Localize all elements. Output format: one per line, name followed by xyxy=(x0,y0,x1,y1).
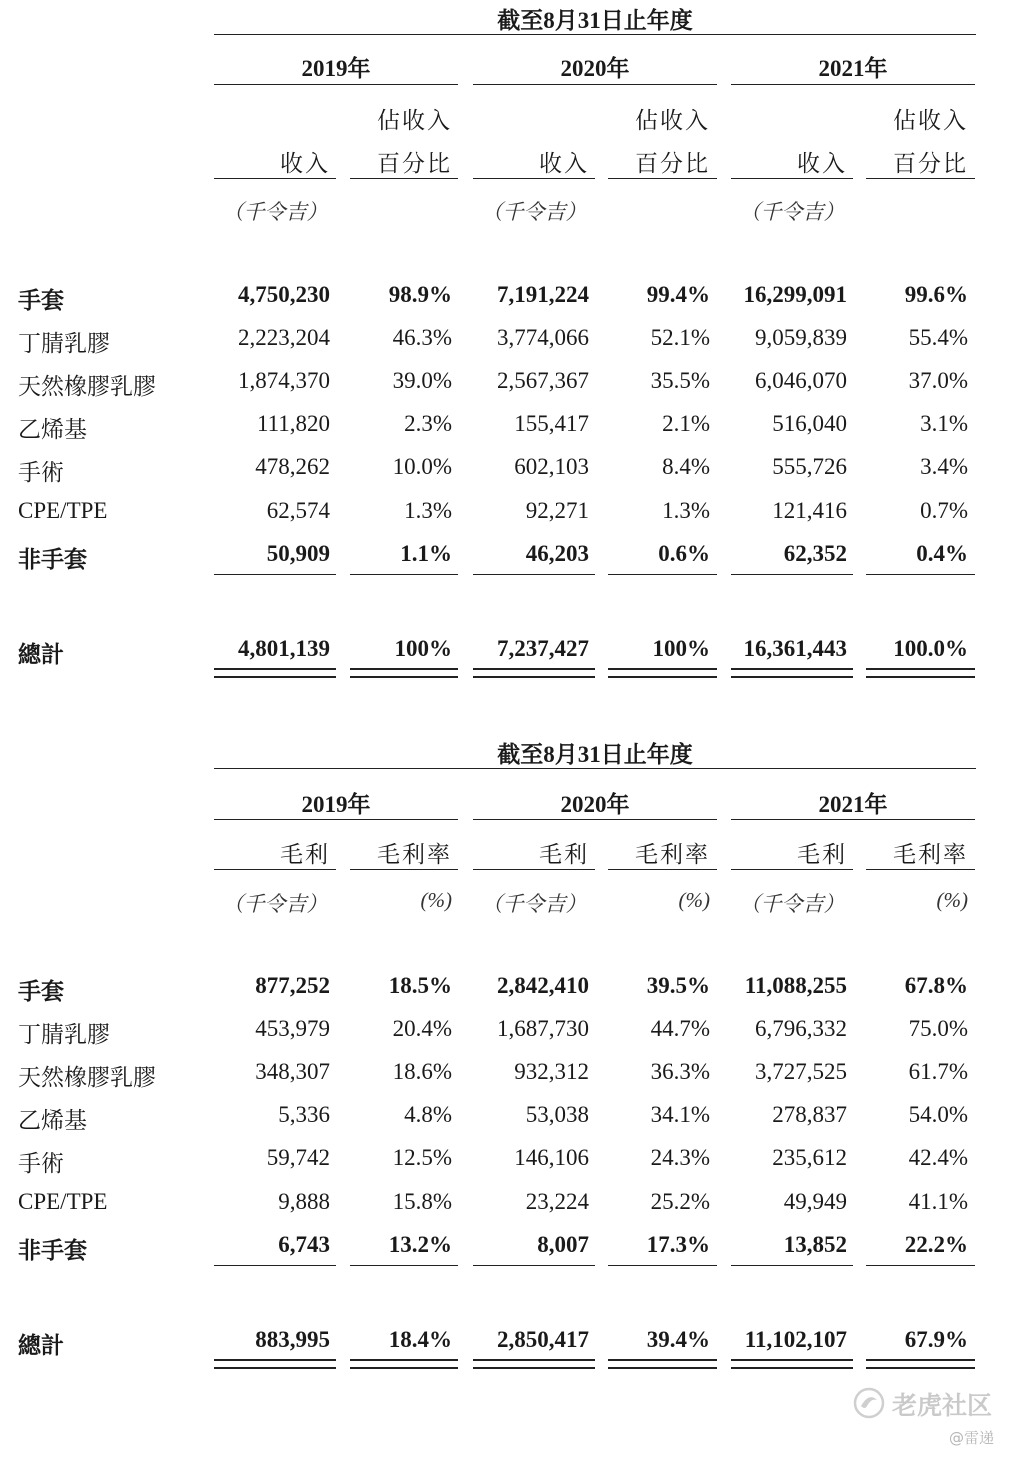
percent-cell: 37.0% xyxy=(908,368,968,394)
percent-cell: 3.4% xyxy=(920,454,968,480)
value-cell: 9,888 xyxy=(278,1188,330,1214)
value-cell: 235,612 xyxy=(772,1145,847,1171)
unit-label: （千令吉） xyxy=(481,892,587,916)
row-label: 非手套 xyxy=(18,546,87,572)
percent-cell: 41.1% xyxy=(908,1188,968,1214)
value-cell: 2,850,417 xyxy=(497,1327,589,1352)
column-header: 百分比 xyxy=(635,151,710,176)
value-cell: 602,103 xyxy=(514,454,589,480)
column-header: 收入 xyxy=(280,151,330,176)
divider xyxy=(608,178,717,179)
divider xyxy=(350,574,458,575)
year-header: 2021年 xyxy=(818,56,888,81)
percent-cell: 15.8% xyxy=(392,1188,452,1214)
row-label: 乙烯基 xyxy=(18,1108,87,1134)
divider xyxy=(608,869,717,870)
percent-cell: 1.1% xyxy=(400,540,452,566)
divider xyxy=(473,869,595,870)
percent-cell: 20.4% xyxy=(392,1016,452,1042)
column-header: 毛利率 xyxy=(635,842,710,867)
row-label: 天然橡膠乳膠 xyxy=(18,374,156,400)
percent-cell: 39.5% xyxy=(646,973,710,998)
double-underline xyxy=(214,668,336,678)
row-label: 非手套 xyxy=(18,1237,87,1263)
watermark-brand: 老虎社区 xyxy=(892,1391,993,1420)
value-cell: 49,949 xyxy=(783,1188,847,1214)
divider xyxy=(214,1265,336,1266)
value-cell: 16,299,091 xyxy=(743,282,847,307)
double-underline xyxy=(350,668,458,678)
row-label: 乙烯基 xyxy=(18,417,87,443)
column-header: 百分比 xyxy=(893,151,968,176)
value-cell: 6,796,332 xyxy=(755,1016,847,1042)
divider xyxy=(731,84,975,85)
percent-cell: 39.0% xyxy=(392,368,452,394)
percent-cell: 52.1% xyxy=(650,325,710,351)
percent-cell: 46.3% xyxy=(392,325,452,351)
percent-cell: 18.6% xyxy=(392,1059,452,1085)
percent-cell: 4.8% xyxy=(404,1102,452,1128)
year-header: 2020年 xyxy=(560,56,630,81)
value-cell: 8,007 xyxy=(537,1231,589,1257)
value-cell: 932,312 xyxy=(514,1059,589,1085)
percent-cell: 54.0% xyxy=(908,1102,968,1128)
value-cell: 92,271 xyxy=(525,497,589,523)
percent-cell: 35.5% xyxy=(650,368,710,394)
percent-cell: 2.1% xyxy=(662,411,710,437)
divider xyxy=(866,869,975,870)
row-label: 總計 xyxy=(18,642,64,667)
value-cell: 9,059,839 xyxy=(755,325,847,351)
divider xyxy=(866,574,975,575)
value-cell: 13,852 xyxy=(783,1231,847,1257)
row-label: 丁腈乳膠 xyxy=(18,1022,110,1048)
divider xyxy=(731,574,853,575)
percent-cell: 100% xyxy=(394,636,452,661)
percent-cell: 25.2% xyxy=(650,1188,710,1214)
percent-cell: 75.0% xyxy=(908,1016,968,1042)
double-underline xyxy=(473,668,595,678)
row-label: CPE/TPE xyxy=(18,1188,108,1214)
percent-cell: 44.7% xyxy=(650,1016,710,1042)
double-underline xyxy=(731,1359,853,1369)
value-cell: 478,262 xyxy=(255,454,330,480)
divider xyxy=(214,34,976,35)
value-cell: 62,352 xyxy=(783,540,847,566)
value-cell: 3,774,066 xyxy=(497,325,589,351)
value-cell: 516,040 xyxy=(772,411,847,437)
double-underline xyxy=(608,1359,717,1369)
divider xyxy=(350,1265,458,1266)
unit-label: （千令吉） xyxy=(222,892,328,916)
column-header: 百分比 xyxy=(377,151,452,176)
unit-label: (%) xyxy=(678,888,710,912)
value-cell: 348,307 xyxy=(255,1059,330,1085)
value-cell: 4,801,139 xyxy=(238,636,330,661)
percent-cell: 55.4% xyxy=(908,325,968,351)
percent-cell: 0.6% xyxy=(658,540,710,566)
percent-cell: 3.1% xyxy=(920,411,968,437)
value-cell: 278,837 xyxy=(772,1102,847,1128)
double-underline xyxy=(473,1359,595,1369)
value-cell: 555,726 xyxy=(772,454,847,480)
double-underline xyxy=(350,1359,458,1369)
row-label: 手術 xyxy=(18,460,64,486)
double-underline xyxy=(866,668,975,678)
value-cell: 877,252 xyxy=(255,973,330,998)
divider xyxy=(214,768,976,769)
column-header: 毛利率 xyxy=(377,842,452,867)
percent-cell: 39.4% xyxy=(646,1327,710,1352)
value-cell: 6,743 xyxy=(278,1231,330,1257)
column-header: 毛利 xyxy=(280,842,330,867)
divider xyxy=(731,869,853,870)
divider xyxy=(731,178,853,179)
percent-cell: 36.3% xyxy=(650,1059,710,1085)
divider xyxy=(473,178,595,179)
column-header: 毛利 xyxy=(797,842,847,867)
row-label: 總計 xyxy=(18,1333,64,1358)
value-cell: 5,336 xyxy=(278,1102,330,1128)
unit-label: （千令吉） xyxy=(222,200,328,224)
value-cell: 46,203 xyxy=(525,540,589,566)
percent-cell: 98.9% xyxy=(388,282,452,307)
value-cell: 23,224 xyxy=(525,1188,589,1214)
percent-cell: 67.8% xyxy=(904,973,968,998)
year-header: 2019年 xyxy=(301,792,371,817)
percent-cell: 1.3% xyxy=(404,497,452,523)
value-cell: 111,820 xyxy=(256,411,330,437)
percent-cell: 12.5% xyxy=(392,1145,452,1171)
percent-cell: 13.2% xyxy=(388,1231,452,1257)
value-cell: 62,574 xyxy=(266,497,330,523)
divider xyxy=(608,1265,717,1266)
divider xyxy=(473,819,717,820)
divider xyxy=(214,178,336,179)
unit-label: （千令吉） xyxy=(739,892,845,916)
column-header: 收入 xyxy=(539,151,589,176)
value-cell: 2,223,204 xyxy=(238,325,330,351)
value-cell: 53,038 xyxy=(525,1102,589,1128)
divider xyxy=(731,1265,853,1266)
row-label: CPE/TPE xyxy=(18,497,108,523)
watermark-handle: @雷递 xyxy=(949,1429,995,1447)
value-cell: 121,416 xyxy=(772,497,847,523)
value-cell: 453,979 xyxy=(255,1016,330,1042)
divider xyxy=(731,819,975,820)
value-cell: 1,874,370 xyxy=(238,368,330,394)
divider xyxy=(214,819,458,820)
value-cell: 59,742 xyxy=(266,1145,330,1171)
percent-cell: 99.4% xyxy=(646,282,710,307)
value-cell: 4,750,230 xyxy=(238,282,330,307)
tiger-swirl-icon xyxy=(852,1386,886,1424)
value-cell: 883,995 xyxy=(255,1327,330,1352)
divider xyxy=(473,574,595,575)
percent-cell: 0.4% xyxy=(916,540,968,566)
divider xyxy=(473,1265,595,1266)
period-header: 截至8月31日止年度 xyxy=(497,8,693,33)
divider xyxy=(866,178,975,179)
percent-cell: 67.9% xyxy=(904,1327,968,1352)
percent-cell: 17.3% xyxy=(646,1231,710,1257)
unit-label: (%) xyxy=(936,888,968,912)
row-label: 天然橡膠乳膠 xyxy=(18,1065,156,1091)
percent-cell: 61.7% xyxy=(908,1059,968,1085)
divider xyxy=(350,869,458,870)
column-header: 毛利 xyxy=(539,842,589,867)
divider xyxy=(214,869,336,870)
value-cell: 16,361,443 xyxy=(743,636,847,661)
divider xyxy=(350,178,458,179)
divider xyxy=(866,1265,975,1266)
percent-cell: 42.4% xyxy=(908,1145,968,1171)
double-underline xyxy=(608,668,717,678)
value-cell: 7,237,427 xyxy=(497,636,589,661)
year-header: 2019年 xyxy=(301,56,371,81)
column-header: 收入 xyxy=(797,151,847,176)
value-cell: 2,567,367 xyxy=(497,368,589,394)
divider xyxy=(214,84,458,85)
column-header: 佔收入 xyxy=(377,108,452,133)
column-header: 毛利率 xyxy=(893,842,968,867)
double-underline xyxy=(731,668,853,678)
unit-label: （千令吉） xyxy=(739,200,845,224)
value-cell: 7,191,224 xyxy=(497,282,589,307)
value-cell: 3,727,525 xyxy=(755,1059,847,1085)
percent-cell: 2.3% xyxy=(404,411,452,437)
percent-cell: 22.2% xyxy=(904,1231,968,1257)
percent-cell: 34.1% xyxy=(650,1102,710,1128)
period-header: 截至8月31日止年度 xyxy=(497,742,693,767)
row-label: 手套 xyxy=(18,288,64,313)
row-label: 丁腈乳膠 xyxy=(18,331,110,357)
value-cell: 6,046,070 xyxy=(755,368,847,394)
double-underline xyxy=(866,1359,975,1369)
double-underline xyxy=(214,1359,336,1369)
column-header: 佔收入 xyxy=(635,108,710,133)
column-header: 佔收入 xyxy=(893,108,968,133)
percent-cell: 0.7% xyxy=(920,497,968,523)
percent-cell: 8.4% xyxy=(662,454,710,480)
unit-label: （千令吉） xyxy=(481,200,587,224)
value-cell: 155,417 xyxy=(514,411,589,437)
percent-cell: 100% xyxy=(652,636,710,661)
value-cell: 1,687,730 xyxy=(497,1016,589,1042)
percent-cell: 10.0% xyxy=(392,454,452,480)
percent-cell: 18.4% xyxy=(388,1327,452,1352)
percent-cell: 99.6% xyxy=(904,282,968,307)
year-header: 2020年 xyxy=(560,792,630,817)
year-header: 2021年 xyxy=(818,792,888,817)
row-label: 手術 xyxy=(18,1151,64,1177)
row-label: 手套 xyxy=(18,979,64,1004)
divider xyxy=(473,84,717,85)
value-cell: 11,088,255 xyxy=(744,973,847,998)
value-cell: 146,106 xyxy=(514,1145,589,1171)
value-cell: 11,102,107 xyxy=(744,1327,847,1352)
percent-cell: 18.5% xyxy=(388,973,452,998)
value-cell: 50,909 xyxy=(266,540,330,566)
divider xyxy=(214,574,336,575)
percent-cell: 24.3% xyxy=(650,1145,710,1171)
percent-cell: 100.0% xyxy=(893,636,968,661)
percent-cell: 1.3% xyxy=(662,497,710,523)
value-cell: 2,842,410 xyxy=(497,973,589,998)
divider xyxy=(608,574,717,575)
unit-label: (%) xyxy=(420,888,452,912)
